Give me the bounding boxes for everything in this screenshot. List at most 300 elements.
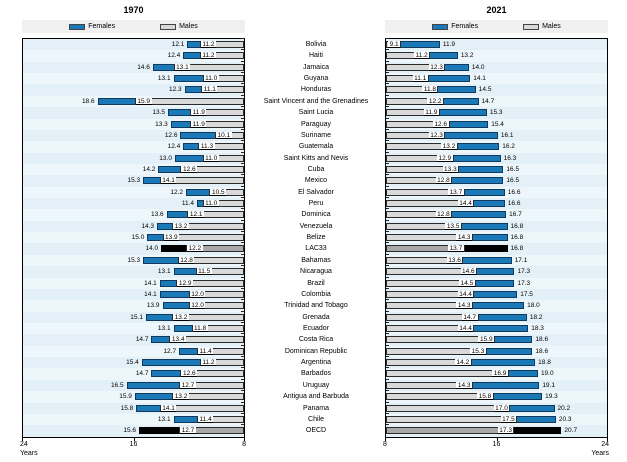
bar-males-1970 — [172, 223, 244, 230]
chart-row-1970 — [23, 243, 244, 254]
value-label-females-2021: 14.5 — [478, 86, 492, 94]
chart-row-1970 — [23, 266, 244, 277]
bar-males-1970 — [201, 86, 244, 93]
country-label: LAC33 — [305, 245, 327, 253]
chart-row-2021 — [386, 130, 607, 141]
value-label-females-2021: 16.5 — [506, 165, 520, 173]
axis-tick-label: 16 — [129, 441, 138, 448]
value-label-males-2021: 14.6 — [462, 268, 475, 276]
category-tick — [241, 345, 244, 346]
chart-row-1970 — [23, 300, 244, 311]
value-label-females-1970: 15.3 — [127, 256, 141, 264]
category-tick — [386, 413, 389, 414]
value-label-females-1970: 13.1 — [157, 324, 171, 332]
bar-males-1970 — [186, 245, 244, 252]
value-label-males-1970: 12.2 — [188, 245, 202, 253]
bar-males-1970 — [209, 189, 244, 196]
country-label: Panama — [302, 404, 330, 412]
bar-males-1970 — [176, 280, 244, 287]
bar-males-1970 — [179, 382, 244, 389]
bar-males-1970 — [192, 325, 244, 332]
bar-males-1970 — [172, 314, 244, 321]
category-tick — [386, 345, 389, 346]
bar-males-1970 — [190, 109, 244, 116]
value-label-females-2021: 20.3 — [558, 415, 572, 423]
chart-row-1970 — [23, 323, 244, 334]
country-label: Uruguay — [302, 381, 330, 389]
bar-males-2021 — [386, 189, 465, 196]
category-tick — [241, 288, 244, 289]
category-tick — [386, 186, 389, 187]
category-tick — [386, 106, 389, 107]
chart-row-2021 — [386, 255, 607, 266]
value-label-females-1970: 14.3 — [141, 222, 154, 230]
bar-males-1970 — [197, 416, 244, 423]
value-label-females-2021: 16.2 — [502, 143, 515, 151]
bar-males-1970 — [160, 405, 244, 412]
value-label-females-1970: 13.0 — [159, 154, 172, 162]
country-label: Cuba — [307, 165, 325, 173]
value-label-males-1970: 13.4 — [171, 336, 185, 344]
bar-males-1970 — [172, 393, 244, 400]
category-tick — [241, 220, 244, 221]
axis-tick-label: 24 — [601, 441, 609, 448]
bar-males-2021 — [386, 325, 474, 332]
value-label-males-2021: 14.3 — [457, 381, 471, 389]
category-tick — [386, 333, 389, 334]
bar-males-2021 — [386, 382, 473, 389]
category-tick — [386, 367, 389, 368]
country-label: Ecuador — [302, 324, 330, 332]
chart-row-2021 — [386, 289, 607, 300]
category-tick — [241, 72, 244, 73]
value-label-males-1970: 11.2 — [202, 52, 215, 60]
chart-row-1970 — [23, 368, 244, 379]
chart-row-1970 — [23, 119, 244, 130]
category-tick — [241, 231, 244, 232]
category-tick — [241, 413, 244, 414]
chart-row-2021 — [386, 243, 607, 254]
value-label-females-2021: 16.6 — [507, 200, 521, 208]
category-tick — [241, 174, 244, 175]
category-tick — [386, 424, 389, 425]
legend-swatch-males-icon — [160, 24, 176, 30]
category-tick — [241, 197, 244, 198]
value-label-males-2021: 11.2 — [415, 52, 428, 60]
value-label-females-1970: 11.4 — [181, 200, 195, 208]
value-label-females-1970: 16.5 — [110, 381, 124, 389]
axis-tick-label: 8 — [383, 441, 387, 448]
value-label-males-2021: 12.8 — [437, 211, 450, 219]
value-label-males-2021: 15.9 — [479, 336, 493, 344]
category-tick — [241, 254, 244, 255]
axis-unit-label-1970: Years — [20, 450, 38, 457]
value-label-females-1970: 12.2 — [170, 188, 183, 196]
value-label-males-1970: 15.9 — [137, 97, 151, 105]
bar-males-2021 — [386, 223, 462, 230]
category-tick — [386, 38, 389, 39]
country-label: Belize — [306, 234, 326, 242]
category-tick — [386, 311, 389, 312]
chart-row-1970 — [23, 346, 244, 357]
category-tick — [241, 322, 244, 323]
value-label-females-2021: 14.7 — [481, 97, 495, 105]
bar-males-2021 — [386, 393, 494, 400]
legend-label-females: Females — [451, 23, 479, 30]
chart-row-2021 — [386, 107, 607, 118]
chart-row-2021 — [386, 141, 607, 152]
value-label-females-1970: 13.3 — [155, 120, 168, 128]
bar-males-1970 — [160, 177, 244, 184]
chart-row-2021 — [386, 84, 607, 95]
value-label-males-1970: 12.0 — [191, 290, 204, 298]
category-tick — [386, 72, 389, 73]
bar-males-1970 — [197, 348, 244, 355]
bar-males-2021 — [386, 427, 514, 434]
legend-1970 — [22, 20, 245, 33]
chart-row-2021 — [386, 300, 607, 311]
value-label-females-1970: 15.8 — [120, 404, 134, 412]
chart-row-1970 — [23, 357, 244, 368]
value-label-females-1970: 12.3 — [168, 86, 182, 94]
country-label: Mexico — [304, 177, 328, 185]
value-label-females-2021: 18.8 — [538, 359, 551, 367]
category-tick — [386, 277, 389, 278]
legend-swatch-females-icon — [69, 24, 85, 30]
bar-males-2021 — [386, 336, 495, 343]
chart-row-2021 — [386, 73, 607, 84]
chart-row-1970 — [23, 62, 244, 73]
chart-row-1970 — [23, 209, 244, 220]
value-label-males-2021: 16.9 — [493, 370, 507, 378]
country-label: Bolivia — [305, 41, 327, 48]
bar-males-2021 — [386, 234, 473, 241]
value-label-females-1970: 12.7 — [163, 347, 177, 355]
value-label-males-2021: 17.0 — [495, 404, 508, 412]
panel-2021 — [385, 0, 627, 462]
value-label-males-1970: 13.2 — [174, 313, 188, 321]
chart-row-2021 — [386, 346, 607, 357]
category-tick — [386, 95, 389, 96]
value-label-males-1970: 11.1 — [203, 86, 216, 94]
category-tick — [386, 49, 389, 50]
country-label: Venezuela — [299, 222, 333, 230]
chart-row-2021 — [386, 334, 607, 345]
bar-males-1970 — [163, 234, 244, 241]
plot-2021 — [385, 38, 608, 438]
value-label-males-1970: 11.4 — [199, 415, 212, 423]
value-label-females-1970: 14.0 — [145, 245, 159, 253]
value-label-males-2021: 14.3 — [457, 302, 471, 310]
category-tick — [241, 265, 244, 266]
value-label-males-2021: 14.3 — [457, 234, 471, 242]
value-label-females-2021: 14.1 — [473, 75, 486, 83]
bar-males-2021 — [386, 268, 477, 275]
chart-row-1970 — [23, 73, 244, 84]
country-label: Nicaragua — [300, 268, 332, 276]
x-axis-2021 — [385, 438, 608, 450]
chart-row-1970 — [23, 391, 244, 402]
chart-row-1970 — [23, 96, 244, 107]
value-label-females-2021: 17.5 — [520, 290, 533, 298]
chart-row-1970 — [23, 107, 244, 118]
legend-item-females — [69, 23, 115, 30]
value-label-females-2021: 16.5 — [506, 177, 520, 185]
country-label: Argentina — [301, 359, 331, 367]
category-tick — [241, 208, 244, 209]
category-tick — [386, 208, 389, 209]
country-labels-column — [247, 0, 385, 462]
category-tick — [241, 38, 244, 39]
chart-row-1970 — [23, 175, 244, 186]
category-tick — [241, 106, 244, 107]
value-label-males-2021: 13.7 — [449, 245, 463, 253]
bar-males-1970 — [180, 166, 244, 173]
chart-row-2021 — [386, 380, 607, 391]
country-label: Bahamas — [301, 256, 331, 264]
value-label-males-2021: 14.4 — [459, 290, 472, 298]
chart-row-2021 — [386, 164, 607, 175]
category-tick — [241, 83, 244, 84]
value-label-males-2021: 13.2 — [442, 143, 456, 151]
country-label: Dominican Republic — [284, 347, 348, 355]
bar-males-2021 — [386, 291, 474, 298]
category-tick — [241, 356, 244, 357]
country-label: Suriname — [301, 131, 331, 139]
category-tick — [241, 95, 244, 96]
value-label-males-2021: 14.2 — [456, 359, 470, 367]
category-tick — [241, 163, 244, 164]
panel-1970 — [0, 0, 247, 462]
value-label-males-1970: 12.1 — [189, 211, 203, 219]
value-label-females-1970: 13.9 — [146, 302, 160, 310]
category-tick — [386, 379, 389, 380]
category-tick — [386, 231, 389, 232]
chart-row-1970 — [23, 153, 244, 164]
value-label-females-2021: 15.4 — [491, 120, 504, 128]
value-label-males-1970: 11.0 — [205, 154, 218, 162]
chart-row-2021 — [386, 62, 607, 73]
chart-row-2021 — [386, 278, 607, 289]
country-label: Peru — [308, 200, 324, 208]
value-label-females-2021: 18.0 — [527, 302, 540, 310]
category-tick — [386, 197, 389, 198]
chart-row-1970 — [23, 221, 244, 232]
bar-males-2021 — [386, 370, 509, 377]
value-label-females-2021: 16.8 — [510, 245, 524, 253]
bar-males-1970 — [135, 98, 244, 105]
value-label-females-2021: 18.3 — [531, 324, 544, 332]
category-tick — [241, 299, 244, 300]
value-label-females-1970: 15.1 — [130, 313, 143, 321]
value-label-females-1970: 18.6 — [81, 97, 95, 105]
value-label-females-2021: 16.6 — [507, 188, 521, 196]
chart-row-1970 — [23, 164, 244, 175]
category-tick — [241, 402, 244, 403]
value-label-females-2021: 18.6 — [535, 347, 549, 355]
value-label-females-2021: 18.2 — [529, 313, 543, 321]
value-label-females-1970: 12.4 — [167, 143, 181, 151]
value-label-males-2021: 11.8 — [423, 86, 436, 94]
bar-males-2021 — [386, 52, 430, 59]
bar-males-2021 — [386, 245, 465, 252]
country-label: Paraguay — [301, 120, 331, 128]
legend-label-males: Males — [179, 23, 198, 30]
chart-row-2021 — [386, 153, 607, 164]
value-label-females-1970: 15.6 — [123, 427, 137, 435]
value-label-males-1970: 11.2 — [202, 41, 215, 48]
country-label: Barbados — [301, 370, 331, 378]
country-label: Chile — [308, 415, 324, 423]
legend-item-males — [523, 23, 561, 30]
country-label: Jamaica — [302, 63, 330, 71]
value-label-males-1970: 13.2 — [174, 393, 188, 401]
bar-males-2021 — [386, 143, 458, 150]
value-label-females-2021: 19.3 — [545, 393, 558, 401]
category-tick — [386, 152, 389, 153]
chart-row-1970 — [23, 130, 244, 141]
value-label-females-1970: 14.1 — [144, 290, 157, 298]
category-tick — [241, 367, 244, 368]
value-label-males-2021: 11.1 — [414, 75, 427, 83]
chart-row-1970 — [23, 414, 244, 425]
value-label-females-1970: 15.4 — [126, 359, 139, 367]
value-label-females-1970: 13.1 — [157, 268, 171, 276]
value-label-females-2021: 16.3 — [503, 154, 517, 162]
category-tick — [241, 242, 244, 243]
value-label-females-1970: 14.6 — [137, 63, 150, 71]
bar-males-2021 — [386, 314, 479, 321]
country-label: Guatemala — [298, 143, 334, 151]
value-label-males-1970: 11.8 — [194, 324, 207, 332]
value-label-females-2021: 20.2 — [557, 404, 571, 412]
bar-males-2021 — [386, 280, 476, 287]
bar-males-2021 — [386, 348, 487, 355]
value-label-females-1970: 12.1 — [171, 41, 185, 48]
value-label-males-1970: 13.9 — [165, 234, 178, 242]
bar-males-1970 — [200, 52, 244, 59]
category-tick — [386, 118, 389, 119]
bar-males-1970 — [189, 302, 244, 309]
chart-row-2021 — [386, 187, 607, 198]
bar-males-2021 — [386, 155, 454, 162]
value-label-females-1970: 12.4 — [167, 52, 181, 60]
value-label-females-2021: 14.0 — [471, 63, 485, 71]
chart-row-1970 — [23, 198, 244, 209]
value-label-males-2021: 9.1 — [389, 41, 399, 48]
country-label: Costa Rica — [298, 336, 334, 344]
chart-row-2021 — [386, 119, 607, 130]
value-label-males-2021: 12.2 — [428, 97, 442, 105]
category-tick — [241, 390, 244, 391]
legend-label-females: Females — [88, 23, 116, 30]
chart-row-1970 — [23, 84, 244, 95]
country-label: Colombia — [301, 290, 331, 298]
legend-2021 — [385, 20, 608, 33]
country-label: OECD — [305, 427, 327, 435]
category-tick — [241, 140, 244, 141]
bar-males-1970 — [198, 143, 244, 150]
value-label-males-1970: 11.0 — [205, 200, 218, 208]
value-label-females-2021: 16.7 — [509, 211, 522, 219]
value-label-females-2021: 17.3 — [517, 279, 531, 287]
value-label-males-2021: 14.7 — [463, 313, 477, 321]
bar-males-1970 — [180, 370, 244, 377]
bar-males-1970 — [203, 75, 244, 82]
value-label-males-2021: 15.8 — [478, 393, 492, 401]
category-tick — [241, 277, 244, 278]
chart-row-1970 — [23, 425, 244, 436]
value-label-females-2021: 13.2 — [460, 52, 474, 60]
category-tick — [386, 288, 389, 289]
category-tick — [386, 140, 389, 141]
chart-row-2021 — [386, 50, 607, 61]
value-label-males-2021: 15.3 — [471, 347, 485, 355]
axis-unit-label-2021: Years — [591, 450, 609, 457]
value-label-females-2021: 16.1 — [500, 131, 514, 139]
value-label-females-1970: 13.1 — [157, 75, 171, 83]
value-label-males-1970: 12.7 — [181, 381, 195, 389]
category-tick — [386, 390, 389, 391]
value-label-males-2021: 17.5 — [502, 415, 515, 423]
value-label-males-1970: 10.1 — [217, 131, 231, 139]
bar-males-2021 — [386, 211, 452, 218]
value-label-females-2021: 18.6 — [535, 336, 549, 344]
bar-males-2021 — [386, 121, 450, 128]
value-label-males-1970: 10.5 — [211, 188, 225, 196]
category-tick — [241, 61, 244, 62]
chart-row-2021 — [386, 96, 607, 107]
bar-males-2021 — [386, 177, 452, 184]
value-label-males-2021: 14.5 — [460, 279, 474, 287]
bar-males-2021 — [386, 75, 429, 82]
bar-males-1970 — [189, 291, 244, 298]
chart-row-1970 — [23, 141, 244, 152]
chart-row-1970 — [23, 187, 244, 198]
category-tick — [241, 129, 244, 130]
value-label-males-2021: 11.9 — [425, 109, 438, 117]
chart-row-2021 — [386, 232, 607, 243]
value-label-females-2021: 11.9 — [442, 41, 456, 48]
category-tick — [386, 402, 389, 403]
legend-swatch-males-icon — [523, 24, 539, 30]
plot-1970 — [22, 38, 245, 438]
bar-males-1970 — [169, 336, 244, 343]
value-label-males-2021: 13.3 — [444, 165, 457, 173]
chart-row-1970 — [23, 289, 244, 300]
chart-row-2021 — [386, 175, 607, 186]
bar-males-1970 — [196, 268, 244, 275]
value-label-females-2021: 19.1 — [542, 381, 555, 389]
category-tick — [241, 379, 244, 380]
value-label-females-1970: 15.3 — [127, 177, 141, 185]
bar-males-2021 — [386, 166, 459, 173]
bar-males-1970 — [174, 64, 244, 71]
value-label-males-1970: 12.8 — [180, 256, 193, 264]
category-tick — [241, 424, 244, 425]
value-label-males-2021: 12.3 — [430, 63, 443, 71]
category-tick — [386, 265, 389, 266]
chart-row-2021 — [386, 414, 607, 425]
value-label-males-1970: 11.9 — [192, 109, 205, 117]
value-label-females-1970: 13.6 — [151, 211, 164, 219]
legend-label-males: Males — [542, 23, 561, 30]
value-label-males-1970: 11.3 — [200, 143, 214, 151]
country-label: El Salvador — [298, 188, 334, 196]
value-label-males-2021: 14.4 — [459, 200, 472, 208]
value-label-males-2021: 12.9 — [438, 154, 452, 162]
country-label: Grenada — [302, 313, 330, 321]
